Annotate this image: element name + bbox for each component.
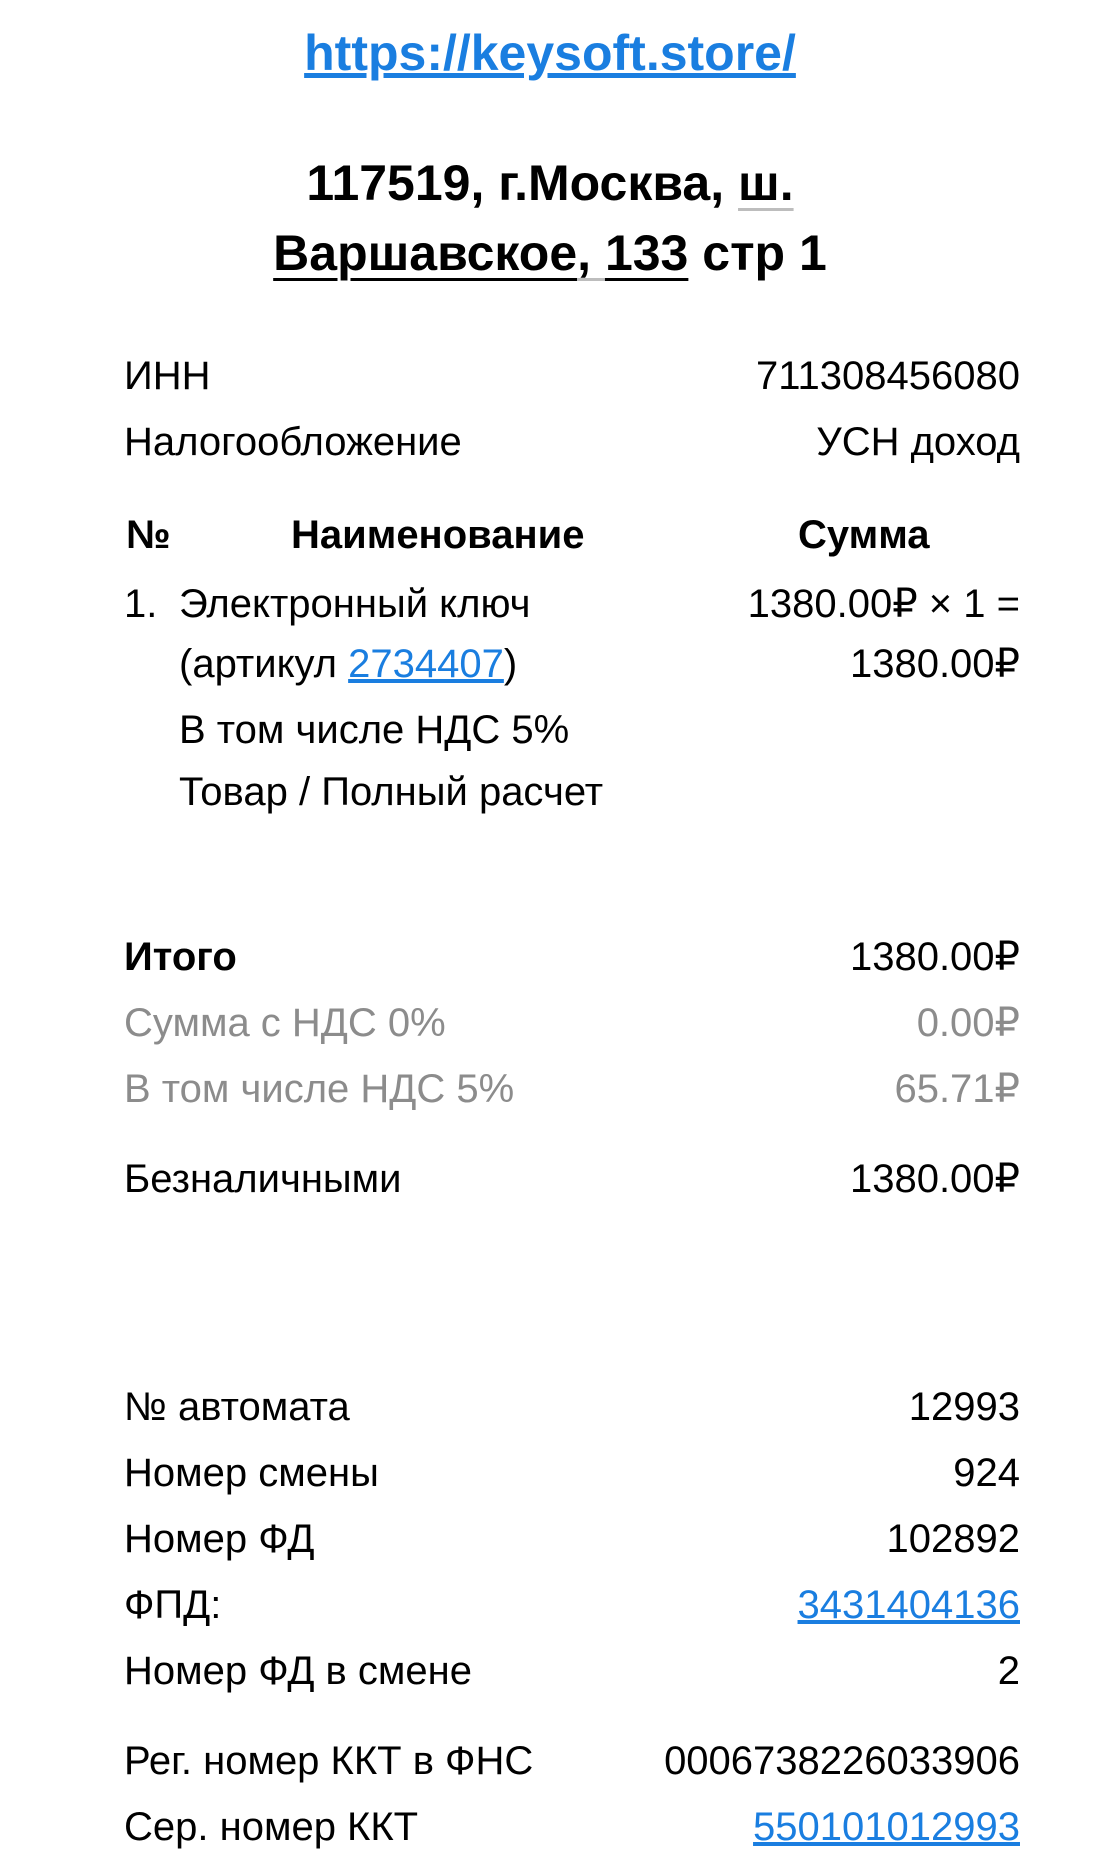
vat5-label: В том числе НДС 5% <box>124 1067 515 1111</box>
address-comma: , <box>577 225 605 281</box>
item-article-prefix: (артикул <box>179 642 349 686</box>
address-city: 117519, г.Москва, <box>306 155 739 211</box>
total-value: 1380.00₽ <box>849 935 1020 979</box>
kkt-reg-number-row <box>124 1735 1020 1787</box>
item-payment-type: Товар / Полный расчет <box>179 770 604 814</box>
kkt-reg-number-value: 0006738226033906 <box>664 1739 1020 1783</box>
cashless-value: 1380.00₽ <box>849 1157 1020 1201</box>
store-url-link[interactable] <box>0 22 1100 84</box>
fd-in-shift-value: 2 <box>997 1649 1020 1693</box>
total-label: Итого <box>124 935 237 979</box>
store-address <box>0 148 1100 288</box>
address-line-2 <box>0 218 1100 288</box>
fd-number-value: 102892 <box>886 1517 1020 1561</box>
taxation-label: Налогообложение <box>124 420 462 464</box>
vat0-label: Сумма с НДС 0% <box>124 1001 446 1045</box>
taxation-row <box>124 416 1020 468</box>
item-name: Электронный ключ <box>179 582 531 626</box>
col-header-sum: Сумма <box>798 513 930 557</box>
kkt-reg-number-label: Рег. номер ККТ в ФНС <box>124 1739 534 1783</box>
kkt-serial-number-label: Сер. номер ККТ <box>124 1805 419 1849</box>
col-header-name: Наименование <box>291 513 585 557</box>
item-price: 1380.00₽ × 1 = <box>747 582 1020 626</box>
vat5-value: 65.71₽ <box>894 1067 1020 1111</box>
cashless-label: Безналичными <box>124 1157 402 1201</box>
taxation-value: УСН доход <box>816 420 1020 464</box>
vat0-row <box>124 997 1020 1049</box>
kkt-serial-number-link[interactable]: 550101012993 <box>753 1805 1020 1849</box>
fd-number-row <box>124 1513 1020 1565</box>
item-total: 1380.00₽ <box>849 642 1020 686</box>
item-number: 1. <box>124 582 158 626</box>
fd-in-shift-label: Номер ФД в смене <box>124 1649 472 1693</box>
shift-number-label: Номер смены <box>124 1451 379 1495</box>
item-article-link[interactable]: 2734407 <box>348 642 504 686</box>
inn-value: 711308456080 <box>756 354 1020 398</box>
fd-in-shift-row <box>124 1645 1020 1697</box>
item-article <box>179 638 517 690</box>
total-row <box>124 931 1020 983</box>
address-street-type: ш. <box>738 155 794 211</box>
fd-number-label: Номер ФД <box>124 1517 315 1561</box>
shift-number-value: 924 <box>953 1451 1020 1495</box>
fpd-row <box>124 1579 1020 1631</box>
inn-row <box>124 350 1020 402</box>
machine-number-row <box>124 1381 1020 1433</box>
shift-number-row <box>124 1447 1020 1499</box>
machine-number-value: 12993 <box>908 1385 1020 1429</box>
store-url-text[interactable]: https://keysoft.store/ <box>304 25 796 81</box>
address-building: стр 1 <box>688 225 827 281</box>
address-street: Варшавское <box>273 225 578 281</box>
machine-number-label: № автомата <box>124 1385 350 1429</box>
address-line-1 <box>0 148 1100 218</box>
inn-label: ИНН <box>124 354 211 398</box>
col-header-num: № <box>126 513 171 557</box>
item-article-suffix: ) <box>503 642 518 686</box>
vat5-row <box>124 1063 1020 1115</box>
address-house: 133 <box>604 225 689 281</box>
fpd-label: ФПД: <box>124 1583 222 1627</box>
fpd-link[interactable]: 3431404136 <box>797 1583 1020 1627</box>
kkt-serial-number-row <box>124 1801 1020 1853</box>
item-vat: В том числе НДС 5% <box>179 708 570 752</box>
vat0-value: 0.00₽ <box>916 1001 1020 1045</box>
cashless-row <box>124 1153 1020 1205</box>
